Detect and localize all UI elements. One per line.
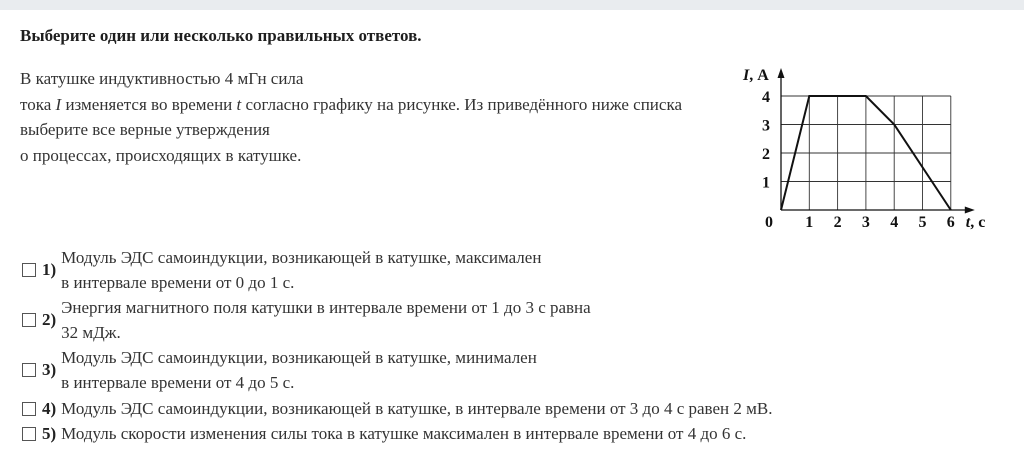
y-tick-label: 1: [762, 174, 770, 192]
answer-text-line: в интервале времени от 0 до 1 с.: [61, 273, 295, 292]
answer-option-1[interactable]: [22, 245, 1002, 295]
answer-text: [61, 396, 772, 421]
problem-line-2-pre: тока: [20, 94, 56, 114]
problem-line-2-post: согласно графику на рисунке. Из приведённого ниже списка: [241, 94, 682, 114]
x-axis-arrow: [965, 207, 975, 214]
answer-checkbox-5[interactable]: [22, 427, 36, 441]
answer-checkbox-2[interactable]: [22, 313, 36, 327]
answer-option-3[interactable]: [22, 345, 1002, 395]
answer-text: [61, 421, 746, 446]
answer-number: 1): [42, 260, 57, 279]
x-axis-variable: t: [965, 214, 971, 231]
problem-line-1: В катушке индуктивностью 4 мГн сила: [20, 69, 304, 88]
x-tick-label: 2: [833, 214, 842, 231]
y-axis-arrow: [778, 68, 785, 78]
x-tick-label: 4: [890, 214, 899, 231]
answer-checkbox-1[interactable]: [22, 263, 36, 277]
problem-text: [20, 66, 740, 168]
y-tick-label: 4: [762, 89, 770, 106]
answer-text: [61, 295, 591, 345]
current-variable: I: [55, 94, 62, 114]
answer-text-line: 32 мДж.: [61, 323, 121, 342]
time-variable: t: [236, 94, 242, 114]
answer-text-line: Энергия магнитного поля катушки в интервале времени от 1 до 3 с равна: [61, 298, 591, 317]
x-axis-unit: , с: [970, 214, 986, 231]
x-tick-label: 3: [861, 214, 870, 231]
answer-checkbox-4[interactable]: [22, 402, 36, 416]
origin-label: 0: [765, 214, 773, 231]
answer-text-line: Модуль ЭДС самоиндукции, возникающей в катушке, максимален: [61, 248, 542, 267]
problem-line-2-mid: изменяется во времени: [61, 94, 237, 114]
grid: [781, 96, 951, 210]
problem-line-4: о процессах, происходящих в катушке.: [20, 145, 302, 165]
current-time-graph: [735, 60, 1000, 238]
problem-line-2: [20, 92, 740, 118]
x-tick-label: 6: [946, 214, 955, 231]
answer-number: 4): [42, 398, 57, 418]
y-tick-label: 2: [762, 146, 770, 163]
answer-text-line: Модуль скорости изменения силы тока в катушке максимален в интервале времени от 4 до 6 с.: [61, 424, 747, 443]
answer-checkbox-3[interactable]: [22, 363, 36, 377]
answer-text-line: Модуль ЭДС самоиндукции, возникающей в катушке, в интервале времени от 3 до 4 с равен 2 мВ.: [61, 399, 773, 418]
y-axis-variable: I: [743, 67, 750, 84]
answer-option-4[interactable]: [22, 396, 1002, 421]
answer-text: [61, 245, 541, 295]
problem-line-3: выберите все верные утверждения: [20, 120, 270, 139]
answer-text-line: в интервале времени от 4 до 5 с.: [61, 373, 295, 392]
y-tick-label: 3: [762, 117, 770, 135]
y-axis-unit: , А: [749, 67, 769, 84]
answer-text: [61, 345, 537, 395]
answer-text-line: Модуль ЭДС самоиндукции, возникающей в катушке, минимален: [61, 348, 537, 367]
x-tick-label: 1: [805, 214, 814, 231]
answer-number: 5): [42, 423, 57, 443]
instruction-heading: Выберите один или несколько правильных ответов.: [20, 26, 422, 45]
y-axis-label: [742, 67, 769, 84]
axes: [778, 68, 975, 214]
answer-number: 2): [42, 310, 57, 329]
answer-number: 3): [42, 360, 57, 379]
answer-option-2[interactable]: [22, 295, 1002, 345]
top-bar: [0, 0, 1024, 10]
answer-option-5[interactable]: [22, 421, 1002, 446]
x-tick-label: 5: [918, 214, 927, 231]
x-axis-label: [966, 214, 986, 231]
